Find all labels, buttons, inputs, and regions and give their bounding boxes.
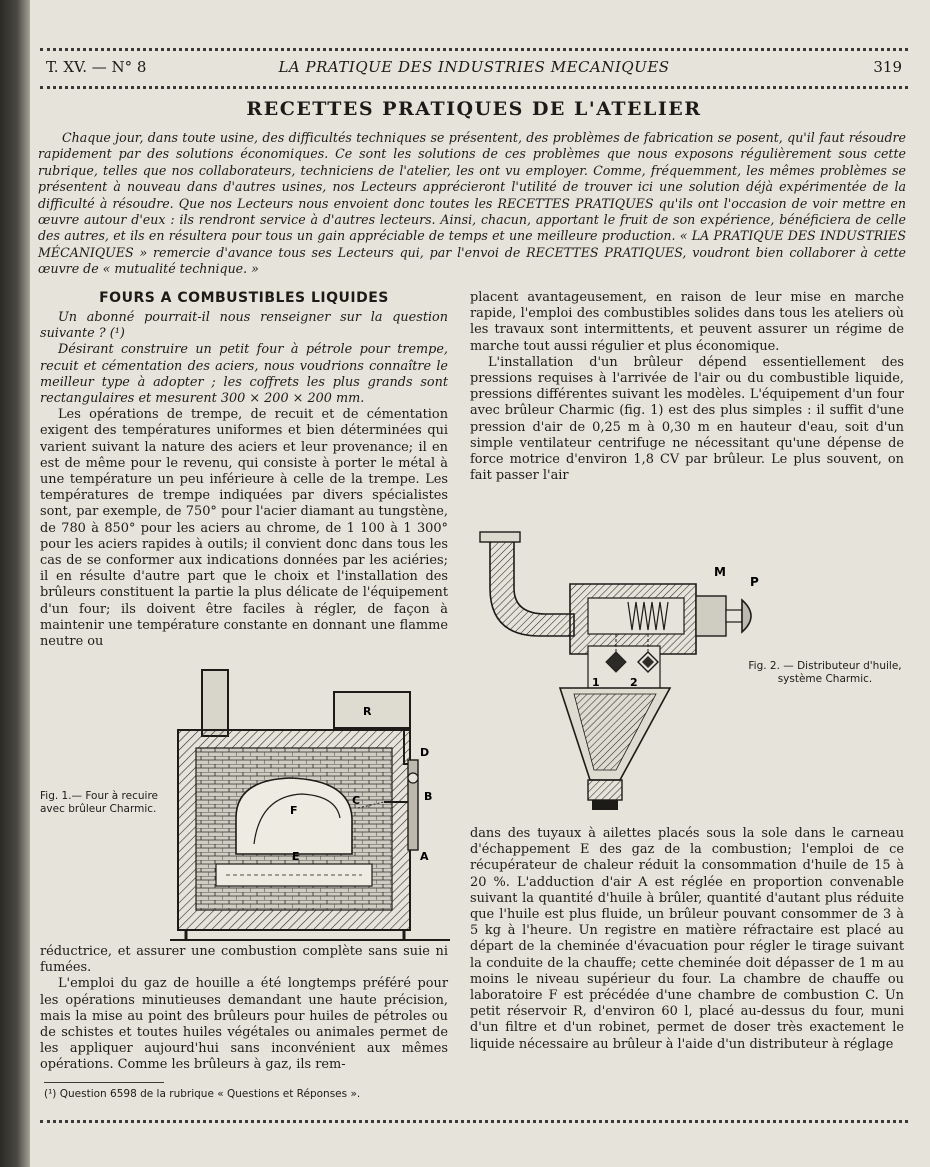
- fig1-label-e: E: [292, 850, 300, 863]
- fig2-label-1: 1: [592, 676, 600, 689]
- right-paragraph-3: dans des tuyaux à ailettes placés sous la sole dans le carneau d'échappement E des gaz de la combustion; l'emploi de ce récupérateur de chaleur réduit la consommation d'huile de 15 à 20 %. L'adduction d'air A est réglée en proportion convenable suivant la quantité d'huile à brûler, quantité d'autant plus réduite que l'huile est plus fluide, un brûleur pouvant consommer de 3 à 5 kg à l'heure. Un registre en matière réfractaire est placé au départ de la cheminée d'évacuation pour régler le tirage suivant la conduite de la chauffe; cette cheminée doit dépasser de 1 m au moins le niveau supérieur du four. La chambre de chauffe ou laboratoire F est précédée d'une chambre de combustion C. Un petit réservoir R, d'environ 60 l, placé au-dessus du four, muni d'un filtre et d'un robinet, permet de doser très exactement le liquide nécessaire au brûleur à l'aide d'un distributeur à réglage: [470, 826, 904, 1052]
- right-column: [470, 290, 904, 484]
- fig1-label-f: F: [290, 804, 298, 817]
- fig2-label-m: M: [714, 565, 726, 579]
- fig1-label-d: D: [420, 746, 430, 759]
- right-column-bottom: [470, 826, 904, 1053]
- volume-number: T. XV. — N° 8: [46, 58, 147, 76]
- header-top-rule: [40, 48, 908, 51]
- fig2-label-p: P: [750, 575, 759, 589]
- fig1-label-c: C: [352, 794, 361, 807]
- paragraph-1: Les opérations de trempe, de recuit et de cémentation exigent des températures uniformes et bien déterminées qui varient suivant la nature des aciers et leur provenance; il en est de même pour le revenu, qui consiste à porter le métal à une température un peu inférieure à celle de la trempe. Les températures de trempe indiquées par divers spécialistes sont, par exemple, de 750° pour l'acier diamant au tungstène, de 780 à 850° pour les aciers au chrome, de 1 100 à 1 300° pour les aciers rapides à outils; il convient donc dans tous les cas de se conformer aux indications données par les aciéries; il en résulte d'autre part que le choix et l'installation des brûleurs constituent la partie la plus délicate de l'équipement d'un four; ils doivent être faciles à régler, de façon à maintenir une température constante en donnant une flamme neutre ou: [40, 407, 448, 650]
- fig1-label-r: R: [363, 705, 372, 718]
- paragraph-2: réductrice, et assurer une combustion complète sans suie ni fumées.: [40, 944, 448, 976]
- fig2-label-2: 2: [630, 676, 638, 689]
- left-column-bottom: [40, 944, 448, 1074]
- footer-rule: [40, 1120, 908, 1123]
- intro-paragraph: Chaque jour, dans toute usine, des difficultés techniques se présentent, des problèmes de fabrication se posent, qu'il faut résoudre rapidement par des solutions économiques. Ce sont les solutions de ces problèmes que nous exposons régulièrement sous cette rubrique, telles que nos collaborateurs, techniciens de l'atelier, les ont vu employer. Comme, fréquemment, les mêmes problèmes se présentent à nouveau dans d'autres usines, nos Lecteurs apprécieront l'utilité de trouver ici une solution déjà expérimentée de la difficulté à résoudre. Que nos Lecteurs nous envoient donc toutes les RECETTES PRATIQUES qu'ils ont l'occasion de voir mettre en œuvre autour d'eux : ils rendront service à d'autres lecteurs. Ainsi, chacun, apportant le fruit de son expérience, bénéficiera de celle des autres, et ils en résultera pour tous un gain appréciable de temps et une meilleure production. « LA PRATIQUE DES INDUSTRIES MÉCANIQUES » remercie d'avance tous ses Lecteurs qui, par l'envoi de RECETTES PRATIQUES, voudront bien collaborer à cette œuvre de « mutualité technique. »: [38, 130, 906, 277]
- figure-1-caption: Fig. 1.— Four à recuire avec brûleur Charmic.: [40, 790, 158, 815]
- question-2: Désirant construire un petit four à pétrole pour trempe, recuit et cémentation des aciers, nous voudrions connaître le meilleur type à adopter ; les coffrets les plus grands sont rectangulaires et mesurent 300 × 200 × 200 mm.: [40, 342, 448, 407]
- book-spine-shadow: [0, 0, 34, 1167]
- fig1-label-b: B: [424, 790, 433, 803]
- journal-title: LA PRATIQUE DES INDUSTRIES MECANIQUES: [278, 58, 670, 76]
- running-header: [46, 58, 902, 80]
- paragraph-3: L'emploi du gaz de houille a été longtemps préféré pour les opérations minutieuses demandant une haute précision, mais la mise au point des brûleurs pour huiles de pétroles ou de schistes et toutes huiles végétales ou animales permet de les appliquer aujourd'hui sans inconvénient aux mêmes opérations. Comme les brûleurs à gaz, ils rem-: [40, 976, 448, 1073]
- page-number: 319: [873, 58, 902, 76]
- fig1-label-a: A: [420, 850, 429, 863]
- header-bottom-rule: [40, 86, 908, 89]
- article-title: RECETTES PRATIQUES DE L'ATELIER: [246, 98, 702, 120]
- footnote-rule: [44, 1082, 164, 1083]
- question-1: Un abonné pourrait-il nous renseigner sur la question suivante ? (¹): [40, 310, 448, 342]
- right-paragraph-2: L'installation d'un brûleur dépend essentiellement des pressions requises à l'arrivée de l'air ou du combustible liquide, pressions différentes suivant les modèles. L'équipement d'un four avec brûleur Charmic (fig. 1) est des plus simples : il suffit d'une pression d'air de 0,25 m à 0,30 m en hauteur d'eau, soit d'un simple ventilateur centrifuge ne nécessitant qu'une dépense de force motrice d'environ 1,8 CV par brûleur. Le plus souvent, on fait passer l'air: [470, 354, 904, 484]
- left-column: [40, 290, 448, 650]
- footnote: (¹) Question 6598 de la rubrique « Questions et Réponses ».: [44, 1088, 361, 1100]
- section-title: FOURS A COMBUSTIBLES LIQUIDES: [99, 290, 389, 306]
- right-paragraph-1: placent avantageusement, en raison de leur mise en marche rapide, l'emploi des combustibles solides dans tous les ateliers où les travaux sont intermittents, et peuvent assurer un régime de marche tout aussi régulier et plus économique.: [470, 290, 904, 354]
- figure-2-caption: Fig. 2. — Distributeur d'huile, système Charmic.: [748, 660, 902, 685]
